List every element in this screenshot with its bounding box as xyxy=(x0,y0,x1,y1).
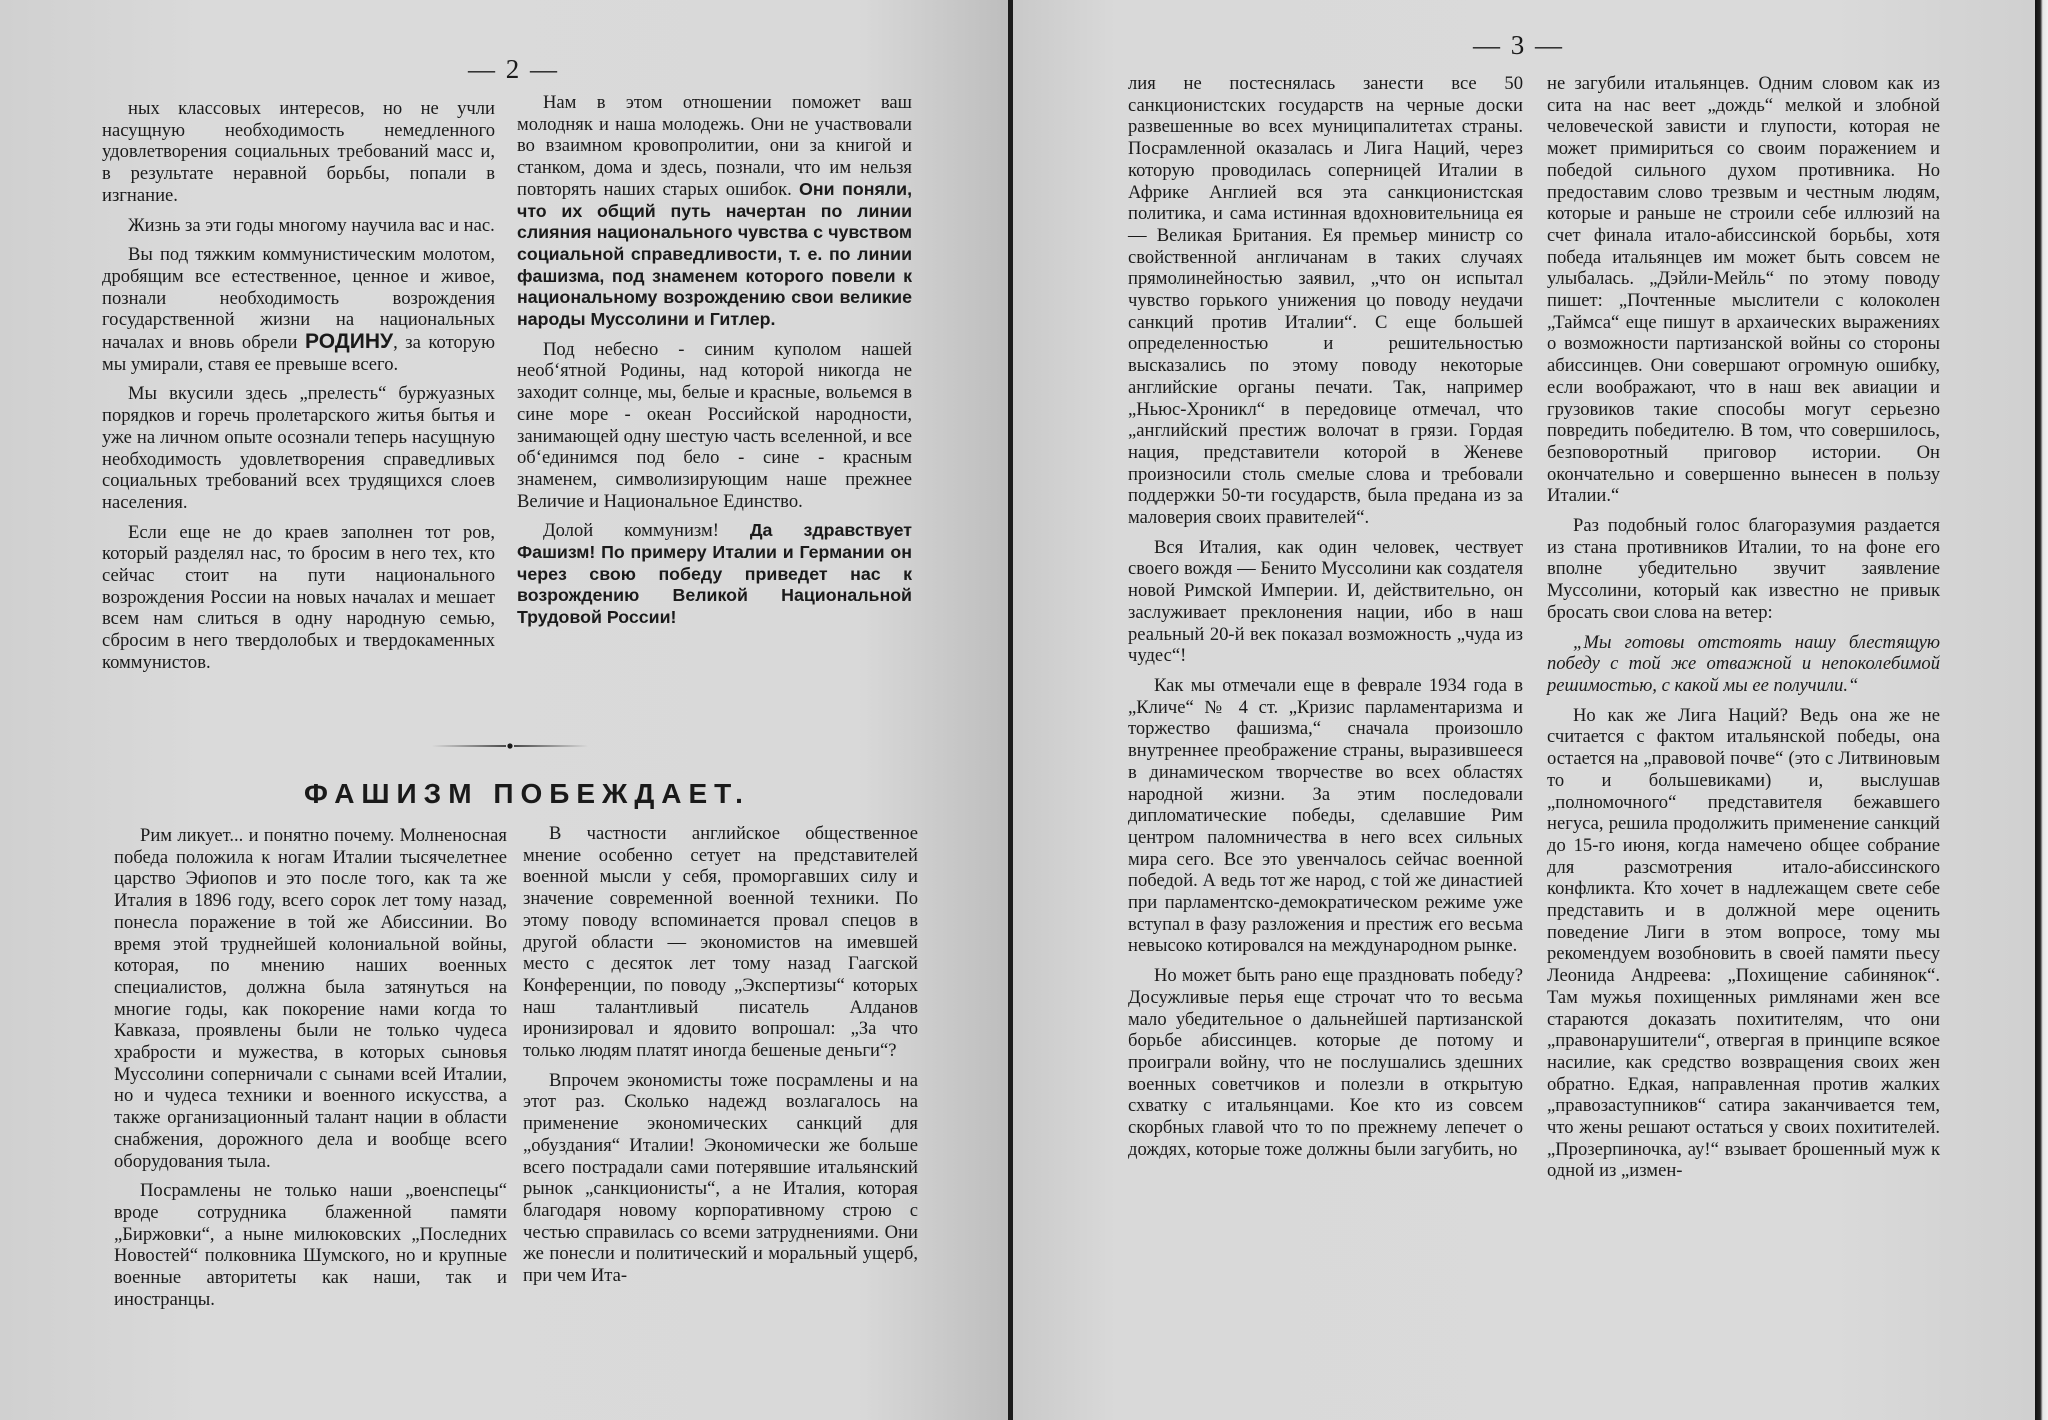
text-run: Под небесно - синим куполом нашей необ‘ятной Родины, над которой никогда не заходит солнце, мы, белые и красные, вольемся в сине море - океан Российской народности, занимающей одну шестую часть вселенной, и все об‘единимся под бело - сине - красным знаменем, символизирующим наше прежнее Величие и Национальное Единство. xyxy=(517,338,912,512)
paragraph xyxy=(102,383,495,513)
text-run: не загубили итальянцев. Одним словом как из сита на нас веет „дождь“ мелкой и злобной человеческой зависти и глупости, которая не может примириться со своим поражением и победой сильного духом противника. Но предоставим слово трезвым и честным людям, которые и раньше не строили себе иллюзий на счет финала итало-абиссинской борьбы, хотя победа итальянцев им может быть совсем не улыбалась. „Дэйли-Мейль“ по этому поводу пишет: „Почтенные мыслители с колоколен „Таймса“ еще пишут в архаических выражениях о возможности партизанской войны со стороны абиссинцев. Они совершают огромную ошибку, если воображают, что в наш век авиации и грузовиков такие способы могут серьезно повредить победителю. В том, что совершилось, безповоротный приговор истории. Он окончательно и совершенно вынесен в пользу Италии.“ xyxy=(1547,73,1940,507)
text-run: Раз подобный голос благоразумия раздается из стана противников Италии, то на фоне его вполне убедительно звучит заявление Муссолини, который как известно не привык бросать свои слова на ветер: xyxy=(1547,515,1940,623)
page-number-left: — 2 — xyxy=(468,54,559,84)
paragraph xyxy=(523,823,918,1062)
text-run: лия не постеснялась занести все 50 санкционистских государств на черные доски развешенные во всех муниципалитетах страны. Посрамленной оказалась и Лига Наций, через которую проводилась соперницей Италии в Африке Англией вся эта санкционистская политика, и сама истинная вдохновительница ея — Великая Британия. Ея премьер министр со свойственной англичанам в таких случаях прямолинейностью заявил, „что он испытал чувство горького унижения цо поводу неудачи санкций против Италии“. С еще большей определенностью и решительностью высказались по этому поводу некоторые английские органы печати. Так, например „Ньюс-Хроникл“ в передовице отмечал, что „английский престиж волочат в грязи. Гордая нация, представители которой в Женеве произносили столь смелые слова и требовали поддержки 50-ти государств, была предана из за маловерия своих правителей“. xyxy=(1128,73,1523,529)
paragraph xyxy=(1128,965,1523,1160)
paragraph xyxy=(1547,705,1940,1182)
text-run: ных классовых интересов, но не учли насущную необходимость немедленного удовлетворения социальных требований масс и, в результате неравной борьбы, попали в изгнание. xyxy=(102,98,495,206)
paragraph xyxy=(517,92,912,331)
page-edge xyxy=(2035,0,2048,1420)
paragraph xyxy=(517,339,912,513)
paragraph xyxy=(102,98,495,207)
text-run: Посрамлены не только наши „военспецы“ вроде сотрудника блаженной памяти „Биржовки“, а ныне милюковских „Последних Новостей“ полковника Шумского, но и крупные военные авторитеты как наши, так и иностранцы. xyxy=(114,1180,507,1310)
paragraph xyxy=(517,520,912,629)
text-run: Если еще не до краев заполнен тот ров, который разделял нас, то бросим в него тех, кто сейчас стоит на пути национального возрождения России на новых началах и мешает всем нам слиться в одну народную семью, сбросим в него твердолобых и твердокаменных коммунистов. xyxy=(102,521,495,673)
text-run: , за которую мы умирали, ставя ее превыше всего. xyxy=(102,332,495,375)
text-run: Вы под тяжким коммунистическим молотом, дробящим все естественное, ценное и живое, познали необходимость возрождения государственной жизни на национальных началах и вновь обрели xyxy=(102,244,495,354)
bold-text: РОДИНУ xyxy=(305,330,394,354)
text-run: В частности английское общественное мнение особенно сетует на представителей военной мысли у себя, проморгавших силу и значение современной военной техники. По этому поводу вспоминается провал спецов в другой области — экономистов на имевшей место с десяток лет тому назад Гаагской Конференции, по поводу „Экспертизы“ которых наш талантливый писатель Алданов иронизировал и ядовито вопрошал: „За что только людям платят иногда бешеные деньги“? xyxy=(523,823,918,1062)
paragraph xyxy=(102,522,495,674)
text-run: Нам в этом отношении поможет ваш молодняк и наша молодежь. Они не участвовали во взаимном кровопролитии, они за книгой и станком, дома и здесь, познали, что им нельзя повторять наших старых ошибок. xyxy=(517,92,912,200)
bold-text: Да здравствует Фашизм! По примеру Италии и Германии он через свою победу приведет нас к возрождению Великой Национальной Трудовой России! xyxy=(517,520,912,628)
text-run: Мы вкусили здесь „прелесть“ буржуазных порядков и горечь пролетарского житья бытья и уже на личном опыте осознали теперь насущную необходимость удовлетворения справедливых социальных требований всех трудящихся слоев населения. xyxy=(102,383,495,513)
paragraph xyxy=(1128,73,1523,529)
article-col-2 xyxy=(523,823,918,1295)
left-col-2 xyxy=(517,92,912,637)
paragraph xyxy=(523,1070,918,1287)
paragraph xyxy=(1547,515,1940,624)
text-run: Вся Италия, как один человек, чествует своего вождя — Бенито Муссолини как создателя новой Римской Империи. И, действительно, он заслуживает преклонения нации, ибо в наш реальный 20-й век показал возможность „чуда из чудес“! xyxy=(1128,536,1523,667)
page-number-right: — 3 — xyxy=(1473,30,1564,60)
text-run: Но как же Лига Наций? Ведь она же не считается с фактом итальянской победы, она остается на „правовой почве“ (это с Литвиновым то и большевиками) и, выслушав „полномочного“ представителя бежавшего негуса, решила продолжить применение санкций до 15-го июня, когда намечено общее собрание для разсмотрения итало-абиссинского конфликта. Кто хочет в надлежащем свете себе представить и в должной мере оценить поведение Лиги в этом вопросе, тому мы рекомендуем возобновить в своей памяти пьесу Леонида Андреева: „Похищение сабинянок“. Там мужья похищенных римлянами жен все стараются доказать похитителям, что они „правонарушители“, отвергая в принципе всякое насилие, как средство возвращения своих жен обратно. Едкая, направленная против жалких „правозаступников“ сатира заканчивается тем, что жены решают остаться у своих похитителей. „Прозерпиночка, ау!“ взывает брошенный муж к одной из „измен- xyxy=(1547,704,1940,1182)
article-col-1 xyxy=(114,825,507,1318)
paragraph xyxy=(1128,537,1523,667)
italic-quote: „Мы готовы отстоять нашу блестящую победу с той же отважной и непоколебимой решимостью, с какой мы ее получили.“ xyxy=(1547,631,1940,696)
text-run: Долой коммунизм! xyxy=(543,520,750,542)
left-page xyxy=(0,0,1010,1420)
paragraph xyxy=(114,825,507,1172)
right-col-1 xyxy=(1128,73,1523,1168)
paragraph xyxy=(102,244,495,375)
paragraph xyxy=(1547,632,1940,697)
text-run: Но может быть рано еще праздновать победу? Досужливые перья еще строчат что то весьма мало убедительное о дальнейшей партизанской борьбе абиссинцев. которые де потому и проиграли войну, что не послушались здешних военных советчиков и полезли в открытую схватку с итальянцами. Кое кто из совсем скорбных главой что то по прежнему лепечет о дождях, которые тоже должны были загубить, но xyxy=(1128,965,1523,1160)
text-run: Рим ликует... и понятно почему. Молненосная победа положила к ногам Италии тысячелетнее царство Эфиопов и это после того, как та же Италия в 1896 году, всего сорок лет тому назад, понесла поражение в той же Абиссинии. Во время этой труднейшей колониальной войны, которая, по мнению наших военных специалистов, должна была затянуться на многие годы, как покорение нами когда то Кавказа, проявлены были не только чудеса храбрости и мужества, в которых сыновья Муссолини соперничали с сынами всей Италии, но и чудеса техники и военного искусства, а также организационный талант нации в области снабжения, дорожного дела и вообще всего оборудования тыла. xyxy=(114,825,507,1172)
paragraph xyxy=(114,1180,507,1310)
bold-text: Они поняли, что их общий путь начертан по линии слияния национального чувства с чувством социальной справедливости, т. е. по линии фашизма, под знаменем которого повели к национальному возрождению свои великие народы Муссолини и Гитлер. xyxy=(517,178,913,330)
paragraph xyxy=(1128,675,1523,957)
right-page xyxy=(1013,0,2035,1420)
left-col-1 xyxy=(102,98,495,682)
text-run: Впрочем экономисты тоже посрамлены и на этот раз. Сколько надежд возлагалось на применение экономических санкций для „обуздания“ Италии! Экономически же больше всего пострадали сами потерявшие итальянский рынок „санкционисты“, а не Италия, которая благодаря новому корпоративному строю с честью справилась со всеми затруднениями. Они же понесли и политический и моральный ущерб, при чем Ита- xyxy=(523,1069,918,1287)
text-run: Жизнь за эти годы многому научила вас и нас. xyxy=(128,214,495,236)
divider-ornament xyxy=(432,742,588,750)
right-col-2 xyxy=(1547,73,1940,1190)
paragraph xyxy=(102,215,495,237)
article-headline: ФАШИЗМ ПОБЕЖДАЕТ. xyxy=(304,778,750,809)
paragraph xyxy=(1547,73,1940,507)
text-run: Как мы отмечали еще в феврале 1934 года в „Кличе“ № 4 ст. „Кризис парламентаризма и торжество фашизма,“ сначала произошло внутреннее преображение страны, выразившееся в динамическом творчестве во всех областях народной жизни. За этим последовали дипломатические победы, сделавшие Рим центром паломничества в него всех сильных мира сего. Все это увенчалось сейчас военной победой. А ведь тот же народ, с той же династией при парламентско-демократическом режиме уже вступал в фазу разложения и престиж его весьма невысоко котировался на международном рынке. xyxy=(1128,674,1523,957)
